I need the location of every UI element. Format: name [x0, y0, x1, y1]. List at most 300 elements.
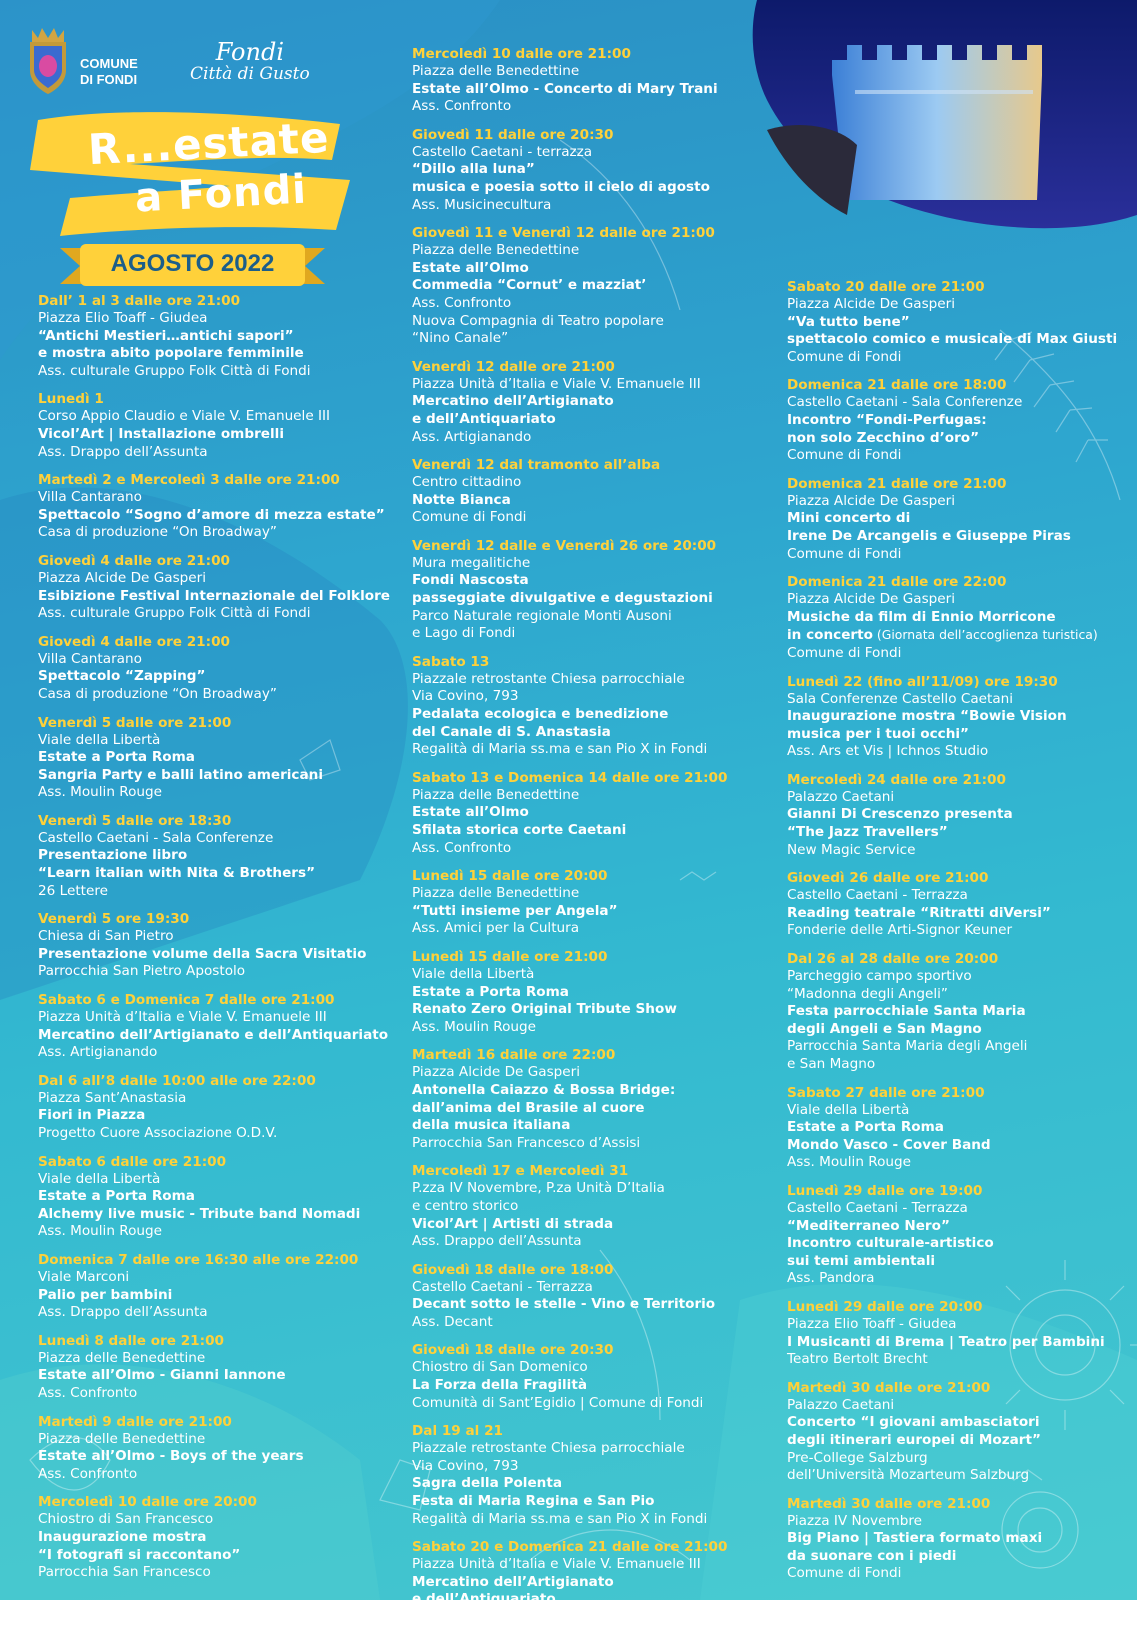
event-date: Domenica 21 dalle ore 18:00: [787, 377, 1007, 394]
event-line-text: P.zza IV Novembre, P.za Unità D’Italia: [412, 1180, 665, 1197]
event-line-text: Piazza Elio Toaff - Giudea: [38, 310, 208, 326]
event-line-text: Ass. Moulin Rouge: [38, 784, 163, 801]
event-title-line: [787, 412, 1132, 430]
event-item: [412, 1261, 752, 1332]
event-detail-line: [412, 1511, 752, 1529]
event-line-text: Ass. Drappo dell’Assunta: [38, 443, 208, 460]
event-title-line: [38, 507, 398, 525]
event-line-text: Piazza Alcide De Gasperi: [787, 492, 956, 509]
event-item: [38, 910, 398, 981]
fondi-citta-di-gusto-logo: [190, 40, 310, 84]
event-title-line: [412, 161, 752, 179]
event-title-line: [412, 724, 752, 742]
event-line-text: Ass. Amici per la Cultura: [412, 920, 580, 937]
event-date: Lunedì 8 dalle ore 21:00: [38, 1332, 224, 1349]
event-detail-line: [787, 1467, 1132, 1485]
event-line-text: Ass. Moulin Rouge: [412, 1018, 537, 1035]
event-item: [412, 769, 752, 857]
event-line-text: Presentazione volume della Sacra Visitatio: [38, 945, 367, 962]
event-detail-line: [787, 842, 1132, 860]
event-title-line: [787, 824, 1132, 842]
event-title-line: [38, 345, 398, 363]
event-detail-line: [412, 295, 752, 313]
event-line-text: Ass. Drappo dell’Assunta: [38, 1304, 208, 1321]
event-date: Dall’ 1 al 3 dalle ore 21:00: [38, 293, 241, 309]
event-line-text: Piazzale retrostante Chiesa parrocchiale: [412, 1440, 685, 1457]
event-date: Giovedì 26 dalle ore 21:00: [787, 870, 989, 887]
event-line-text: Comune di Fondi: [412, 509, 527, 526]
event-line-text: Viale della Libertà: [38, 731, 161, 748]
event-detail-line: [412, 1279, 752, 1297]
event-title-line: [38, 946, 398, 964]
event-title-line: [787, 1334, 1132, 1352]
event-title-line: [787, 314, 1132, 332]
event-line-text: Mura megalitiche: [412, 554, 531, 571]
event-item: [787, 278, 1132, 366]
event-line-text: Ass. culturale Gruppo Folk Città di Fondi: [38, 605, 311, 622]
event-line-text: Piazza Alcide De Gasperi: [412, 1064, 581, 1081]
event-detail-line: [38, 963, 398, 981]
event-title-line: [38, 847, 398, 865]
event-detail-line: [412, 509, 752, 527]
event-item: [38, 1251, 398, 1322]
event-date: Dal 26 al 28 dalle ore 20:00: [787, 951, 999, 968]
event-item: [787, 1298, 1132, 1369]
event-date: Martedì 2 e Mercoledì 3 dalle ore 21:00: [38, 472, 340, 489]
event-item: [412, 867, 752, 938]
event-item: [412, 1341, 752, 1412]
event-line-text: Regalità di Maria ss.ma e san Pio X in Fondi: [412, 1510, 708, 1527]
event-item: [787, 376, 1132, 464]
event-line-text: dall’anima del Brasile al cuore: [412, 1099, 645, 1116]
event-detail-line: [38, 1511, 398, 1529]
event-detail-line: [787, 645, 1132, 663]
event-title-line: [787, 510, 1132, 528]
event-detail-line: [787, 691, 1132, 709]
event-line-text: Piazza delle Benedettine: [412, 242, 580, 259]
event-item: [38, 1072, 398, 1143]
event-line-text: Chiesa di San Pietro: [38, 928, 174, 945]
event-detail-line: [38, 1304, 398, 1322]
event-detail-line: [38, 605, 398, 623]
event-title-line: [38, 588, 398, 606]
event-item: [38, 1332, 398, 1403]
event-title-line: [412, 822, 752, 840]
event-line-text: “Learn italian with Nita & Brothers”: [38, 865, 316, 882]
event-line-text: Corso Appio Claudio e Viale V. Emanuele III: [38, 408, 331, 425]
event-title-line: [787, 1003, 1132, 1021]
event-item: [412, 653, 752, 759]
event-line-text: “Tutti insieme per Angela”: [412, 902, 618, 919]
event-date: Giovedì 18 dalle ore 20:30: [412, 1342, 614, 1359]
event-detail-line: [787, 546, 1132, 564]
event-line-text: Estate all’Olmo - Concerto di Mary Trani: [412, 80, 718, 97]
event-title-line: [787, 331, 1132, 349]
event-date: Sabato 20 e Domenica 21 dalle ore 21:00: [412, 1539, 728, 1556]
event-date: Lunedì 1: [38, 391, 104, 408]
event-title-line: [412, 1216, 752, 1234]
event-line-suffix: (Giornata dell’accoglienza turistica): [872, 627, 1098, 643]
event-line-text: Vicol’Art | Artisti di strada: [412, 1215, 614, 1232]
event-line-text: Casa di produzione “On Broadway”: [38, 685, 277, 702]
event-line-text: Piazza IV Novembre: [787, 1512, 922, 1529]
event-detail-line: [38, 1564, 398, 1582]
event-title-line: [38, 1287, 398, 1305]
event-line-text: Ass. Confronto: [412, 839, 512, 856]
event-line-text: “Dillo alla luna”: [412, 161, 535, 178]
event-line-text: Ass. Ars et Vis | Ichnos Studio: [787, 743, 989, 760]
event-title-line: [38, 767, 398, 785]
event-line-text: del Canale di S. Anastasia: [412, 723, 611, 740]
event-date: Martedì 16 dalle ore 22:00: [412, 1047, 616, 1064]
event-title-line: [787, 1530, 1132, 1548]
event-date: Sabato 13: [412, 653, 490, 670]
event-date: Martedì 9 dalle ore 21:00: [38, 1413, 232, 1430]
event-line-text: Piazza Alcide De Gasperi: [38, 569, 207, 586]
event-line-text: Estate all’Olmo: [412, 259, 529, 276]
event-line-text: Piazza Sant’Anastasia: [38, 1089, 187, 1106]
event-item: [38, 633, 398, 704]
event-date: Lunedì 29 dalle ore 19:00: [787, 1182, 983, 1199]
event-line-text: musica per i tuoi occhi”: [787, 725, 969, 742]
event-title-line: [412, 277, 752, 295]
event-item: [412, 224, 752, 348]
event-title-line: [412, 1001, 752, 1019]
event-line-text: Estate a Porta Roma: [412, 983, 569, 1000]
event-title-line: [38, 1448, 398, 1466]
event-title-line: [787, 905, 1132, 923]
event-line-text: Piazza delle Benedettine: [412, 885, 580, 902]
event-line-text: Centro cittadino: [412, 474, 522, 491]
event-line-text: “The Jazz Travellers”: [787, 824, 948, 841]
event-line-text: Festa di Maria Regina e San Pio: [412, 1493, 655, 1510]
event-line-text: New Magic Service: [787, 841, 916, 858]
event-title-line: [38, 865, 398, 883]
event-detail-line: [787, 743, 1132, 761]
event-line-text: “Madonna degli Angeli”: [787, 985, 948, 1002]
event-item: [787, 475, 1132, 563]
event-line-text: Via Covino, 793: [412, 1457, 519, 1474]
event-line-text: degli Angeli e San Magno: [787, 1020, 982, 1037]
event-detail-line: [412, 197, 752, 215]
event-line-text: Ass. Drappo dell’Assunta: [412, 1233, 582, 1250]
event-line-text: Ass. Musicinecultura: [412, 196, 552, 213]
event-date: Domenica 21 dalle ore 21:00: [787, 475, 1007, 492]
event-detail-line: [38, 732, 398, 750]
event-date: Mercoledì 24 dalle ore 21:00: [787, 771, 1006, 788]
event-line-text: Ass. Confronto: [412, 294, 512, 311]
event-line-text: Comune di Fondi: [787, 644, 902, 661]
event-detail-line: [787, 1038, 1132, 1056]
event-line-text: Estate all’Olmo - Boys of the years: [38, 1448, 304, 1465]
event-detail-line: [412, 840, 752, 858]
event-detail-line: [412, 671, 752, 689]
event-line-text: Big Piano | Tastiera formato maxi: [787, 1530, 1043, 1547]
event-line-text: Piazza delle Benedettine: [412, 63, 580, 79]
event-date: Sabato 20 dalle ore 21:00: [787, 279, 985, 295]
event-date: Sabato 6 e Domenica 7 dalle ore 21:00: [38, 992, 335, 1009]
event-line-text: Spettacolo “Zapping”: [38, 668, 206, 685]
event-title-line: [787, 1548, 1132, 1566]
event-line-text: Irene De Arcangelis e Giuseppe Piras: [787, 527, 1071, 544]
event-date: Giovedì 11 dalle ore 20:30: [412, 126, 614, 143]
event-line-text: Piazza delle Benedettine: [412, 786, 580, 803]
event-line-text: Estate a Porta Roma: [38, 749, 195, 766]
event-line-text: da suonare con i piedi: [787, 1547, 957, 1564]
event-line-text: Estate all’Olmo - Gianni Iannone: [38, 1367, 286, 1384]
event-title-line: [787, 626, 1132, 645]
event-line-text: Comunità di Sant’Egidio | Comune di Fondi: [412, 1394, 704, 1411]
event-detail-line: [38, 524, 398, 542]
event-detail-line: [412, 1314, 752, 1332]
event-title-line: [412, 492, 752, 510]
event-title-line: [412, 1493, 752, 1511]
event-line-text: Ass. Confronto: [412, 98, 512, 115]
event-date: Mercoledì 10 dalle ore 21:00: [412, 46, 631, 62]
event-item: [787, 1379, 1132, 1485]
event-title-line: [412, 1296, 752, 1314]
event-line-text: Mercatino dell’Artigianato e dell’Antiquariato: [38, 1026, 389, 1043]
event-detail-line: [38, 1269, 398, 1287]
event-detail-line: [787, 1316, 1132, 1334]
event-line-text: Estate all’Olmo: [412, 804, 529, 821]
event-line-text: Festa parrocchiale Santa Maria: [787, 1003, 1026, 1020]
event-detail-line: [412, 98, 752, 116]
event-line-text: Parco Naturale regionale Monti Ausoni: [412, 607, 672, 624]
event-detail-line: [412, 63, 752, 81]
event-line-text: e dell’Antiquariato: [412, 1591, 556, 1608]
event-date: Sabato 6 dalle ore 21:00: [38, 1153, 227, 1170]
event-detail-line: [38, 489, 398, 507]
events-column-1: [38, 292, 398, 1592]
event-item: [412, 1422, 752, 1528]
event-line-text: Mercatino dell’Artigianato: [412, 393, 614, 410]
event-line-text: Ass. Decant: [412, 1313, 493, 1330]
event-detail-line: [412, 1180, 752, 1198]
event-title-line: [412, 393, 752, 411]
event-detail-line: [787, 394, 1132, 412]
event-title-line: [787, 806, 1132, 824]
event-detail-line: [787, 1397, 1132, 1415]
event-title-line: [38, 426, 398, 444]
event-date: Lunedì 22 (fino all’11/09) ore 19:30: [787, 673, 1058, 690]
event-line-text: Estate a Porta Roma: [38, 1188, 195, 1205]
event-item: [38, 991, 398, 1062]
event-item: [787, 573, 1132, 662]
event-title-line: [38, 1547, 398, 1565]
event-title-line: [787, 430, 1132, 448]
event-detail-line: [38, 1044, 398, 1062]
event-detail-line: [412, 144, 752, 162]
event-title-line: [787, 1235, 1132, 1253]
event-date: Martedì 30 dalle ore 21:00: [787, 1495, 991, 1512]
event-title-line: [38, 1367, 398, 1385]
event-detail-line: [412, 376, 752, 394]
event-line-text: sui temi ambientali: [787, 1252, 936, 1269]
event-line-text: Casa di produzione “On Broadway”: [38, 524, 277, 541]
event-detail-line: [412, 555, 752, 573]
event-line-text: e dell’Antiquariato: [412, 410, 556, 427]
event-line-text: Regalità di Maria ss.ma e san Pio X in Fondi: [412, 741, 708, 758]
event-item: [38, 812, 398, 900]
event-title-line: [38, 1188, 398, 1206]
event-line-text: Nuova Compagnia di Teatro popolare: [412, 312, 664, 329]
event-line-text: Mini concerto di: [787, 510, 911, 527]
event-title-line: [787, 1119, 1132, 1137]
event-detail-line: [412, 474, 752, 492]
event-date: Giovedì 18 dalle ore 18:00: [412, 1261, 614, 1278]
event-title-line: [787, 726, 1132, 744]
event-title-line: [412, 984, 752, 1002]
event-line-text: “I fotografi si raccontano”: [38, 1546, 241, 1563]
event-line-text: Castello Caetani - Terrazza: [787, 887, 968, 904]
event-title-line: [412, 804, 752, 822]
event-title-line: [38, 1027, 398, 1045]
event-line-text: Palazzo Caetani: [787, 1396, 895, 1413]
event-date: Venerdì 12 dalle ore 21:00: [412, 358, 615, 375]
event-title-line: [38, 749, 398, 767]
event-line-text: Comune di Fondi: [787, 545, 902, 562]
event-line-text: Piazza delle Benedettine: [38, 1349, 206, 1366]
event-line-text: Reading teatrale “Ritratti diVersi”: [787, 904, 1051, 921]
event-line-text: Comune di Fondi: [787, 1565, 902, 1582]
event-line-text: spettacolo comico e musicale di Max Giusti: [787, 331, 1118, 348]
event-item: [38, 1493, 398, 1581]
event-detail-line: [38, 686, 398, 704]
event-line-text: Parcheggio campo sportivo: [787, 968, 972, 985]
event-detail-line: [38, 363, 398, 381]
event-detail-line: [412, 966, 752, 984]
event-line-text: Pedalata ecologica e benedizione: [412, 706, 669, 723]
event-line-text: “Antichi Mestieri…antichi sapori”: [38, 327, 294, 344]
event-line-text: Sangria Party e balli latino americani: [38, 766, 324, 783]
event-item: [38, 471, 398, 542]
event-line-text: “Mediterraneo Nero”: [787, 1217, 950, 1234]
event-date: Domenica 7 dalle ore 16:30 alle ore 22:00: [38, 1251, 359, 1268]
event-title-line: [412, 81, 752, 99]
event-detail-line: [38, 570, 398, 588]
event-detail-line: [412, 1019, 752, 1037]
event-detail-line: [412, 920, 752, 938]
event-line-text: Ass. Pandora: [787, 1270, 875, 1287]
event-item: [38, 292, 398, 380]
event-line-text: Comune di Fondi: [787, 348, 902, 365]
event-line-text: non solo Zecchino d’oro”: [787, 429, 980, 446]
event-detail-line: [787, 887, 1132, 905]
event-item: [412, 537, 752, 643]
event-line-text: Viale della Libertà: [787, 1101, 910, 1118]
event-detail-line: [38, 1385, 398, 1403]
event-detail-line: [787, 296, 1132, 314]
event-line-text: Esibizione Festival Internazionale del Folklore: [38, 587, 391, 604]
event-line-text: Piazza Alcide De Gasperi: [787, 296, 956, 312]
event-line-text: Vicol’Art | Installazione ombrelli: [38, 425, 284, 442]
event-line-text: Ass. Confronto: [38, 1384, 138, 1401]
events-column-3: [787, 278, 1132, 1593]
event-detail-line: [38, 1223, 398, 1241]
event-item: [787, 771, 1132, 859]
event-line-text: Alchemy live music - Tribute band Nomadi: [38, 1205, 361, 1222]
event-line-text: Concerto “I giovani ambasciatori: [787, 1414, 1040, 1431]
event-date: Giovedì 4 dalle ore 21:00: [38, 633, 230, 650]
month-label: AGOSTO 2022: [110, 250, 275, 277]
event-date: Venerdì 5 ore 19:30: [38, 911, 190, 928]
event-detail-line: [38, 408, 398, 426]
event-line-text: Ass. Artigianando: [412, 428, 532, 445]
event-detail-line: [412, 608, 752, 626]
event-line-text: Fiori in Piazza: [38, 1107, 146, 1124]
event-detail-line: [787, 1056, 1132, 1074]
event-line-text: Progetto Cuore Associazione O.D.V.: [38, 1125, 278, 1141]
event-item: [787, 1495, 1132, 1583]
event-detail-line: [38, 1431, 398, 1449]
event-line-text: Notte Bianca: [412, 491, 511, 508]
event-line-text: Piazza Unità d’Italia e Viale V. Emanuele III: [412, 1556, 701, 1573]
event-item: [412, 456, 752, 527]
event-detail-line: [787, 1351, 1132, 1369]
event-detail-line: [38, 651, 398, 669]
event-line-text: Palio per bambini: [38, 1286, 173, 1303]
event-detail-line: [412, 313, 752, 331]
event-title-line: [412, 706, 752, 724]
event-line-text: Palazzo Caetani: [787, 788, 895, 805]
event-line-text: Inaugurazione mostra: [38, 1528, 207, 1545]
event-detail-line: [38, 784, 398, 802]
event-title-line: [412, 260, 752, 278]
event-detail-line: [787, 447, 1132, 465]
event-line-text: 26 Lettere: [38, 882, 108, 899]
event-detail-line: [412, 1458, 752, 1476]
event-line-text: Viale Marconi: [38, 1268, 130, 1285]
event-line-text: Parrocchia San Francesco d’Assisi: [412, 1134, 641, 1151]
event-line-text: “Va tutto bene”: [787, 313, 910, 330]
event-date: Mercoledì 10 dalle ore 20:00: [38, 1494, 257, 1511]
event-item: [412, 358, 752, 446]
city-name: [80, 56, 138, 88]
event-detail-line: [412, 330, 752, 348]
event-date: Domenica 21 dalle ore 22:00: [787, 574, 1007, 591]
event-title-line: [412, 1377, 752, 1395]
event-detail-line: [787, 986, 1132, 1004]
event-item: [38, 390, 398, 461]
event-title-line: [412, 1117, 752, 1135]
event-title-line: [412, 572, 752, 590]
event-line-text: dell’Università Mozarteum Salzburg: [787, 1467, 1030, 1484]
event-detail-line: [412, 625, 752, 643]
event-detail-line: [412, 1135, 752, 1153]
event-line-text: e San Magno: [787, 1056, 876, 1072]
event-detail-line: [412, 1198, 752, 1216]
event-date: Martedì 30 dalle ore 21:00: [787, 1379, 991, 1396]
event-line-text: passeggiate divulgative e degustazioni: [412, 590, 713, 607]
event-detail-line: [412, 787, 752, 805]
event-date: Giovedì 4 dalle ore 21:00: [38, 552, 230, 569]
event-title-line: [412, 411, 752, 429]
event-title-line: [412, 1082, 752, 1100]
event-detail-line: [38, 444, 398, 462]
event-item: [412, 1162, 752, 1250]
event-date: Giovedì 11 e Venerdì 12 dalle ore 21:00: [412, 225, 715, 242]
event-title-line: [38, 1529, 398, 1547]
event-title-line: [38, 1107, 398, 1125]
event-item: [412, 126, 752, 214]
logo-line2: Città di Gusto: [190, 64, 310, 84]
event-date: Venerdì 5 dalle ore 21:00: [38, 714, 232, 731]
event-title-line: [38, 668, 398, 686]
event-detail-line: [412, 1609, 752, 1627]
event-line-text: Commedia “Cornut’ e mazziat’: [412, 277, 647, 294]
event-line-text: Inaugurazione mostra “Bowie Vision: [787, 708, 1067, 725]
